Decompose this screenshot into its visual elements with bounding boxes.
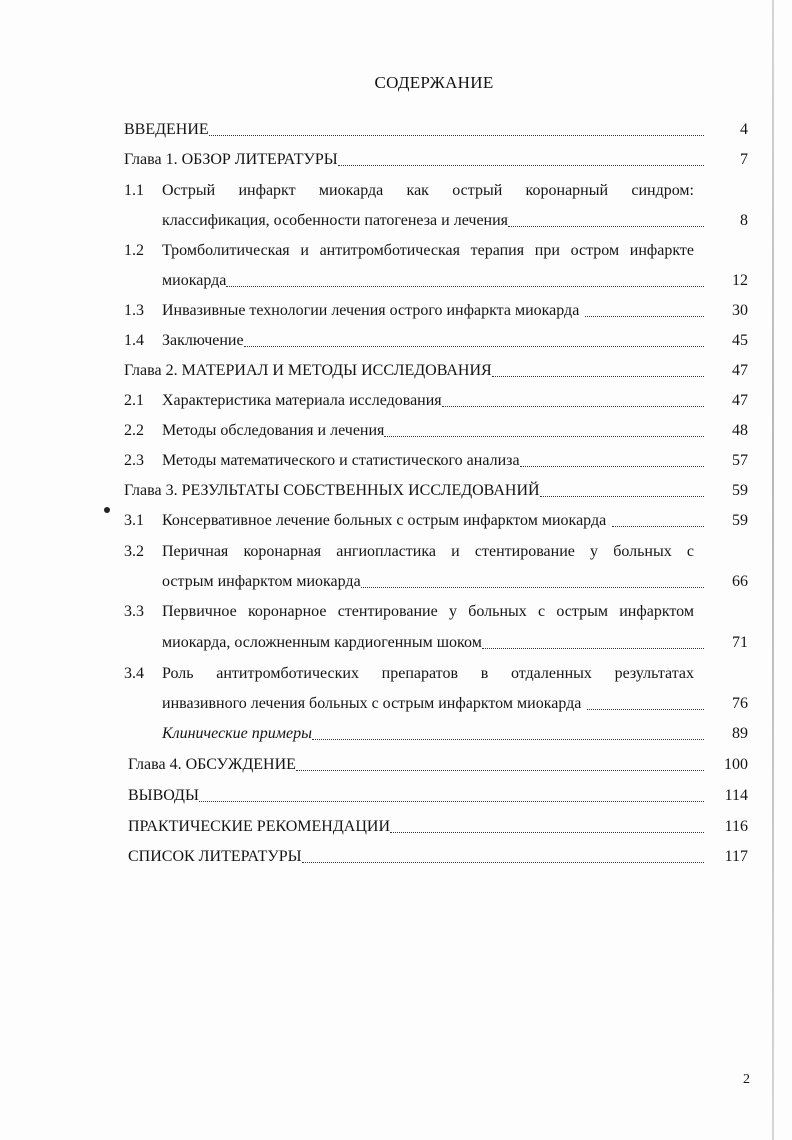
toc-leader-dots <box>540 481 704 501</box>
toc-entry-1-3 <box>124 301 748 321</box>
toc-entry-2-2 <box>124 421 748 441</box>
toc-leader-dots <box>312 724 704 744</box>
toc-entry-text: ВЫВОДЫ <box>128 787 199 804</box>
toc-entry-text: Глава 3. РЕЗУЛЬТАТЫ СОБСТВЕННЫХ ИССЛЕДОВАНИЙ <box>124 482 540 499</box>
toc-entry-text: Заключение <box>162 332 244 349</box>
toc-leader-dots <box>508 211 704 231</box>
toc-entry-2-3 <box>124 451 748 471</box>
toc-page-number: 71 <box>732 634 748 651</box>
toc-entry-1-1-line-2 <box>162 211 748 231</box>
toc-entry-text: инвазивного лечения больных с острым инфарктом миокарда <box>162 695 582 712</box>
toc-leader-dots <box>492 361 704 381</box>
toc-entry-1-2-line-1 <box>124 241 694 261</box>
toc-entry-text: Острый инфаркт миокарда как острый коронарный синдром: <box>162 182 694 199</box>
toc-section-number: 2.2 <box>124 422 144 439</box>
toc-entry-3-1 <box>124 511 748 531</box>
toc-entry-text: миокарда, осложненным кардиогенным шоком <box>162 634 482 651</box>
page-title: СОДЕРЖАНИЕ <box>374 73 494 92</box>
toc-section-number: 1.2 <box>124 242 144 259</box>
toc-section-number: 1.4 <box>124 332 144 349</box>
scan-edge <box>772 0 774 1140</box>
toc-entry-text: Глава 2. МАТЕРИАЛ И МЕТОДЫ ИССЛЕДОВАНИЯ <box>124 362 492 379</box>
toc-entry-text: Перичная коронарная ангиопластика и стентирование у больных с <box>162 543 694 560</box>
toc-leader-dots <box>585 301 704 321</box>
toc-section-number: 2.1 <box>124 392 144 409</box>
toc-entry-text: острым инфарктом миокарда <box>162 573 361 590</box>
toc-entry-text: ПРАКТИЧЕСКИЕ РЕКОМЕНДАЦИИ <box>128 818 390 835</box>
toc-entry-1-2-line-2 <box>162 271 748 291</box>
toc-page-number: 30 <box>732 302 748 319</box>
toc-entry-text: Роль антитромботических препаратов в отдаленных результатах <box>162 665 694 682</box>
toc-page-number: 116 <box>724 818 748 835</box>
toc-section-number: 1.3 <box>124 302 144 319</box>
toc-leader-dots <box>244 331 704 351</box>
toc-entry-text: Характеристика материала исследования <box>162 392 442 409</box>
toc-leader-dots <box>296 755 704 775</box>
toc-leader-dots <box>226 271 704 291</box>
toc-page-number: 12 <box>732 272 748 289</box>
toc-entry-text: классификация, особенности патогенеза и лечения <box>162 212 509 229</box>
toc-entry-3-4-line-1 <box>124 664 694 684</box>
toc-leader-dots <box>390 817 704 837</box>
toc-section-number: 2.3 <box>124 452 144 469</box>
toc-leader-dots <box>338 150 704 170</box>
toc-page-number: 59 <box>732 512 748 529</box>
toc-entry-chapter-2 <box>124 361 748 381</box>
toc-entry-3-2-line-2 <box>162 572 748 592</box>
toc-page-number: 89 <box>732 725 748 742</box>
toc-entry-text: Первичное коронарное стентирование у больных с острым инфарктом <box>162 603 694 620</box>
toc-page-number: 100 <box>724 756 748 773</box>
toc-section-number: 3.4 <box>124 665 144 682</box>
page-number: 2 <box>743 1072 750 1087</box>
toc-page-number: 47 <box>732 362 748 379</box>
toc-page-number: 117 <box>724 848 748 865</box>
scan-speck <box>104 507 110 513</box>
toc-section-number: 3.3 <box>124 603 144 620</box>
toc-entry-3-3-line-2 <box>162 633 748 653</box>
toc-leader-dots <box>482 633 704 653</box>
toc-page-number: 76 <box>732 695 748 712</box>
toc-entry-text: Глава 1. ОБЗОР ЛИТЕРАТУРЫ <box>124 151 338 168</box>
toc-entry-text: СПИСОК ЛИТЕРАТУРЫ <box>128 848 302 865</box>
toc-entry-text: ВВЕДЕНИЕ <box>124 121 209 138</box>
toc-entry-3-4-line-2 <box>162 694 748 714</box>
toc-entry-introduction <box>124 120 748 140</box>
toc-page-number: 4 <box>740 121 748 138</box>
toc-page-number: 8 <box>740 212 748 229</box>
toc-entry-text: Тромболитическая и антитромботическая терапия при остром инфаркте <box>162 242 694 259</box>
toc-leader-dots <box>361 572 704 592</box>
toc-page-number: 47 <box>732 392 748 409</box>
toc-entry-text: Глава 4. ОБСУЖДЕНИЕ <box>128 756 296 773</box>
toc-leader-dots <box>587 694 704 714</box>
toc-entry-text: Методы обследования и лечения <box>162 422 385 439</box>
toc-page-number: 114 <box>724 787 748 804</box>
toc-leader-dots <box>199 786 704 806</box>
toc-leader-dots <box>442 391 704 411</box>
toc-entry-text: Консервативное лечение больных с острым инфарктом миокарда <box>162 512 607 529</box>
toc-entry-chapter-4 <box>128 755 748 775</box>
toc-page-number: 66 <box>732 573 748 590</box>
toc-page-number: 57 <box>732 452 748 469</box>
toc-entry-references <box>128 847 748 867</box>
toc-entry-2-1 <box>124 391 748 411</box>
toc-page-number: 59 <box>732 482 748 499</box>
toc-page-number: 7 <box>740 151 748 168</box>
toc-leader-dots <box>520 451 704 471</box>
toc-entry-conclusions <box>128 786 748 806</box>
toc-entry-1-4 <box>124 331 748 351</box>
toc-page-number: 45 <box>732 332 748 349</box>
toc-entry-chapter-3 <box>124 481 748 501</box>
toc-leader-dots <box>209 120 704 140</box>
toc-entry-text: Клинические примеры <box>162 725 312 742</box>
toc-entry-text: миокарда <box>162 272 227 289</box>
toc-entry-1-1-line-1 <box>124 181 694 201</box>
toc-entry-3-2-line-1 <box>124 542 694 562</box>
toc-section-number: 3.1 <box>124 512 144 529</box>
toc-section-number: 3.2 <box>124 543 144 560</box>
toc-entry-text: Методы математического и статистического анализа <box>162 452 520 469</box>
toc-leader-dots <box>302 847 704 867</box>
toc-section-number: 1.1 <box>124 182 144 199</box>
toc-entry-3-3-line-1 <box>124 602 694 622</box>
toc-page-number: 48 <box>732 422 748 439</box>
toc-entry-text: Инвазивные технологии лечения острого инфаркта миокарда <box>162 302 580 319</box>
toc-entry-clinical-examples <box>162 724 748 744</box>
toc-entry-chapter-1 <box>124 150 748 170</box>
toc-entry-recommendations <box>128 817 748 837</box>
toc-leader-dots <box>612 511 704 531</box>
toc-leader-dots <box>384 421 704 441</box>
